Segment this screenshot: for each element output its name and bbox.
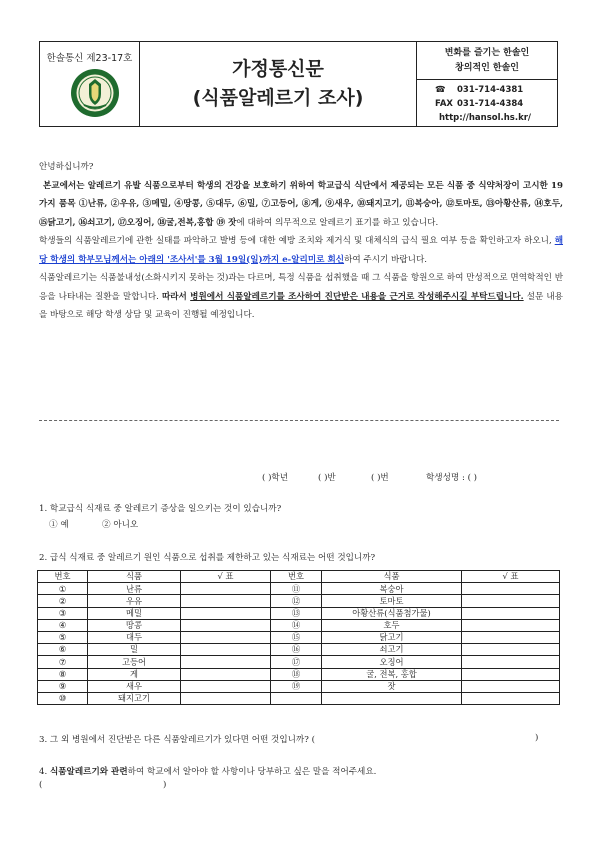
reply-deadline-link: 해당 학생의 학부모님께서는 아래의 '조사서'를 3월 19일(일)까지 e-알리미로 회신 bbox=[39, 236, 563, 265]
fax-label: FAX bbox=[435, 99, 453, 109]
table-row bbox=[38, 656, 560, 668]
slogan-line-2: 창의적인 한솔인 bbox=[455, 63, 519, 73]
p3-bold: 따라서 bbox=[161, 291, 191, 302]
col-header-check: √ 표 bbox=[462, 571, 560, 583]
question-1: 1. 학교급식 식재료 중 알레르기 증상을 일으키는 것이 있습니까? bbox=[39, 504, 282, 514]
allergen-food: 대두 bbox=[88, 631, 181, 643]
table-row bbox=[38, 680, 560, 692]
phone-icon: ☎ bbox=[435, 85, 446, 95]
allergen-number: ⑰ bbox=[271, 656, 322, 668]
table-row bbox=[38, 583, 560, 595]
header-title-area bbox=[140, 42, 417, 126]
col-header-number: 번호 bbox=[271, 571, 322, 583]
q4-open-paren: ( bbox=[39, 780, 43, 790]
allergen-food: 복숭아 bbox=[322, 583, 462, 595]
allergen-check-cell[interactable] bbox=[181, 595, 271, 607]
allergen-food: 땅콩 bbox=[88, 619, 181, 631]
allergen-check-cell[interactable] bbox=[181, 644, 271, 656]
allergen-food: 닭고기 bbox=[322, 631, 462, 643]
allergen-check-cell[interactable] bbox=[462, 668, 560, 680]
p2-tail: 하여 주시기 바랍니다. bbox=[344, 254, 427, 265]
document-title: 가정통신문 bbox=[232, 58, 324, 80]
question-4 bbox=[39, 765, 376, 777]
q1-option-no[interactable]: ② 아니오 bbox=[102, 520, 139, 530]
phone-number: 031-714-4381 bbox=[457, 85, 524, 95]
slogan-line-1: 변화를 즐기는 한솔인 bbox=[444, 48, 530, 58]
allergen-food: 게 bbox=[88, 668, 181, 680]
allergen-check-cell[interactable] bbox=[462, 631, 560, 643]
allergen-check-cell[interactable] bbox=[181, 583, 271, 595]
allergen-food: 아황산류(식품첨가물) bbox=[322, 607, 462, 619]
allergen-food: 밀 bbox=[88, 644, 181, 656]
table-row bbox=[38, 619, 560, 631]
table-row bbox=[38, 668, 560, 680]
table-header-row bbox=[38, 571, 560, 583]
allergen-check-cell[interactable] bbox=[462, 644, 560, 656]
allergen-food: 호두 bbox=[322, 619, 462, 631]
allergen-check-cell[interactable] bbox=[181, 668, 271, 680]
allergen-number: ⑤ bbox=[38, 631, 88, 643]
table-row bbox=[38, 595, 560, 607]
header-left bbox=[40, 42, 140, 126]
class-field[interactable]: ( )반 bbox=[318, 473, 336, 483]
p1-text: 본교에서는 알레르기 유발 식품으로부터 학생의 건강을 보호하기 위하여 학교급식 식단에서 제공되는 모든 식품 중 식약처장이 고시한 19가지 품목 ①난류, ②우유, ③메밀, ④땅콩, ⑤대두, ⑥밀, ⑦고등어, ⑧게, ⑨새우, ⑩돼지고기, ⑪복숭아, ⑫토마토, ⑬아황산류, ⑭호두, ⑮닭고기, ⑯쇠고기, ⑰오징어, ⑱굴,전복,홍합 ⑲ 잣 bbox=[39, 180, 563, 228]
number-field[interactable]: ( )번 bbox=[371, 473, 389, 483]
allergen-check-cell[interactable] bbox=[462, 607, 560, 619]
question-2: 2. 급식 식재료 중 알레르기 원인 식품으로 섭취를 제한하고 있는 식재료는 어떤 것입니까? bbox=[39, 553, 376, 563]
allergen-check-cell[interactable] bbox=[462, 583, 560, 595]
p3-bold-underline: 병원에서 식품알레르기를 조사하여 진단받은 내용을 근거로 작성해주시길 부탁드립니다. bbox=[190, 291, 524, 302]
allergen-table bbox=[37, 570, 560, 705]
website-url[interactable]: http://hansol.hs.kr/ bbox=[439, 113, 532, 123]
p1-tail: 에 대하여 의무적으로 알레르기 표기를 하고 있습니다. bbox=[236, 217, 439, 228]
allergen-check-cell[interactable] bbox=[181, 631, 271, 643]
allergen-check-cell[interactable] bbox=[462, 619, 560, 631]
allergen-number: ⑥ bbox=[38, 644, 88, 656]
p2-text: 학생들의 식품알레르기에 관한 실태를 파악하고 발병 등에 대한 예방 조치와 제거식 및 대체식의 급식 필요 여부 등을 확인하고자 하오니, bbox=[39, 236, 555, 246]
allergen-number: ⑫ bbox=[271, 595, 322, 607]
col-header-number: 번호 bbox=[38, 571, 88, 583]
table-row bbox=[38, 631, 560, 643]
p3-tail: 설문 내용을 바탕으로 해당 학생 상담 및 교육이 진행될 예정입니다. bbox=[39, 291, 563, 320]
school-slogan bbox=[417, 42, 557, 80]
cut-line bbox=[39, 420, 559, 421]
header-right bbox=[417, 42, 557, 126]
col-header-check: √ 표 bbox=[181, 571, 271, 583]
table-row bbox=[38, 644, 560, 656]
allergen-food: 메밀 bbox=[88, 607, 181, 619]
allergen-check-cell[interactable] bbox=[181, 656, 271, 668]
header-box bbox=[39, 41, 558, 127]
q4-text: 하여 학교에서 알아야 할 사항이나 당부하고 싶은 말을 적어주세요. bbox=[127, 767, 377, 777]
allergen-number: ⑱ bbox=[271, 668, 322, 680]
allergen-check-cell[interactable] bbox=[181, 619, 271, 631]
greeting: 안녕하십니까? bbox=[39, 162, 94, 172]
allergen-food: 고등어 bbox=[88, 656, 181, 668]
table-row bbox=[38, 692, 560, 704]
q4-close-paren: ) bbox=[163, 780, 167, 790]
allergen-check-cell[interactable] bbox=[181, 680, 271, 692]
allergen-number: ① bbox=[38, 583, 88, 595]
q4-bold: 식품알레르기와 관련 bbox=[49, 767, 128, 777]
grade-field[interactable]: ( )학년 bbox=[262, 473, 289, 483]
q3-close-paren: ) bbox=[535, 733, 539, 743]
p3-text: 식품알레르기는 식품불내성(소화시키지 못하는 것)과는 다르며, 특정 식품을 섭취했을 때 그 식품을 항원으로 하여 만성적으로 면역학적인 반응을 나타내는 질환을 말합니다. bbox=[39, 273, 563, 302]
allergen-number: ⑪ bbox=[271, 583, 322, 595]
allergen-number: ④ bbox=[38, 619, 88, 631]
allergen-number: ⑬ bbox=[271, 607, 322, 619]
table-row bbox=[38, 607, 560, 619]
document-subtitle: (식품알레르기 조사) bbox=[192, 87, 364, 109]
intro-paragraph-2 bbox=[39, 232, 563, 269]
allergen-number: ⑲ bbox=[271, 680, 322, 692]
allergen-food: 난류 bbox=[88, 583, 181, 595]
allergen-food: 새우 bbox=[88, 680, 181, 692]
intro-paragraph-3 bbox=[39, 269, 563, 325]
issue-number: 한솔통신 제23-17호 bbox=[46, 53, 133, 64]
allergen-food: 토마토 bbox=[322, 595, 462, 607]
fax-number: 031-714-4384 bbox=[457, 99, 524, 109]
allergen-number: ② bbox=[38, 595, 88, 607]
allergen-table-body bbox=[38, 583, 560, 705]
allergen-number: ⑦ bbox=[38, 656, 88, 668]
intro-paragraph-1 bbox=[39, 177, 563, 233]
allergen-number: ⑮ bbox=[271, 631, 322, 643]
allergen-food bbox=[322, 692, 462, 704]
intro-text bbox=[39, 158, 563, 325]
allergen-food: 잣 bbox=[322, 680, 462, 692]
allergen-check-cell[interactable] bbox=[462, 680, 560, 692]
allergen-check-cell[interactable] bbox=[462, 692, 560, 704]
allergen-number: ③ bbox=[38, 607, 88, 619]
question-3: 3. 그 외 병원에서 진단받은 다른 식품알레르기가 있다면 어떤 것입니까? ( bbox=[39, 735, 315, 745]
allergen-food: 오징어 bbox=[322, 656, 462, 668]
allergen-number: ⑨ bbox=[38, 680, 88, 692]
allergen-check-cell[interactable] bbox=[181, 607, 271, 619]
allergen-check-cell[interactable] bbox=[181, 692, 271, 704]
q4-number: 4. bbox=[39, 767, 50, 777]
allergen-number: ⑯ bbox=[271, 644, 322, 656]
contact-info bbox=[417, 80, 557, 125]
allergen-food: 우유 bbox=[88, 595, 181, 607]
col-header-food: 식품 bbox=[88, 571, 181, 583]
allergen-food: 굴, 전복, 홍합 bbox=[322, 668, 462, 680]
q1-option-yes[interactable]: ① 예 bbox=[49, 520, 69, 530]
allergen-number: ⑩ bbox=[38, 692, 88, 704]
allergen-check-cell[interactable] bbox=[462, 595, 560, 607]
allergen-food: 쇠고기 bbox=[322, 644, 462, 656]
allergen-number: ⑧ bbox=[38, 668, 88, 680]
allergen-check-cell[interactable] bbox=[462, 656, 560, 668]
student-name-field[interactable]: 학생성명 : ( ) bbox=[426, 473, 478, 483]
allergen-number bbox=[271, 692, 322, 704]
school-emblem bbox=[70, 68, 120, 118]
allergen-food: 돼지고기 bbox=[88, 692, 181, 704]
col-header-food: 식품 bbox=[322, 571, 462, 583]
allergen-number: ⑭ bbox=[271, 619, 322, 631]
